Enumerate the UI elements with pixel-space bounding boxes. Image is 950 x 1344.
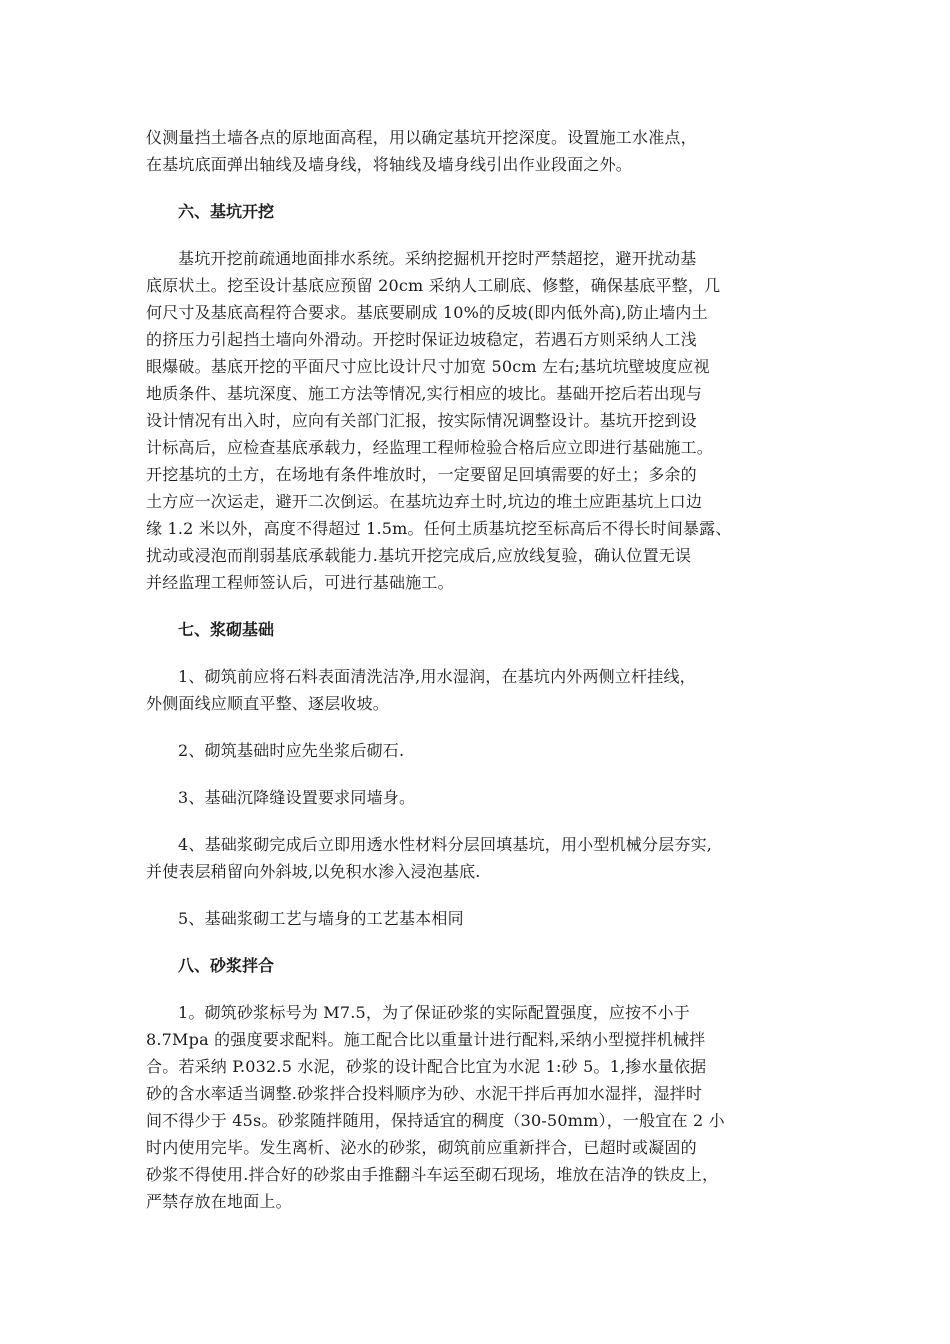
text-line: 间不得少于 45s。砂浆随拌随用，保持适宜的稠度（30-50mm），一般宜在 2 小 (146, 1111, 725, 1130)
section-7-item-5 (146, 905, 818, 932)
text-line: 5、基础浆砌工艺与墙身的工艺基本相同 (178, 909, 464, 928)
text-line: 1。砌筑砂浆标号为 M7.5，为了保证砂浆的实际配置强度，应按不小于 (178, 1003, 690, 1022)
text-line: 的挤压力引起挡土墙向外滑动。开挖时保证边坡稳定，若遇石方则采纳人工浅 (146, 330, 697, 349)
text-line: 砂的含水率适当调整.砂浆拌合投料顺序为砂、水泥干拌后再加水湿拌，湿拌时 (146, 1084, 703, 1103)
intro-paragraph (146, 124, 818, 178)
text-line: 严禁存放在地面上。 (146, 1192, 292, 1211)
text-line: 砂浆不得使用.拌合好的砂浆由手推翻斗车运至砌石现场，堆放在洁净的铁皮上， (146, 1165, 719, 1184)
text-line: 基坑开挖前疏通地面排水系统。采纳挖掘机开挖时严禁超挖，避开扰动基 (178, 249, 697, 268)
text-line: 底原状土。挖至设计基底应预留 20cm 采纳人工刷底、修整，确保基底平整，几 (146, 276, 721, 295)
text-line: 仪测量挡土墙各点的原地面高程，用以确定基坑开挖深度。设置施工水准点， (146, 128, 697, 147)
text-line: 8.7Mpa 的强度要求配料。施工配合比以重量计进行配料,采纳小型搅拌机械拌 (146, 1030, 706, 1049)
section-7-item-4 (146, 831, 818, 885)
text-line: 何尺寸及基底高程符合要求。基底要刷成 10%的反坡(即内低外高),防止墙内土 (146, 303, 708, 322)
text-line: 土方应一次运走，避开二次倒运。在基坑边弃土时,坑边的堆土应距基坑上口边 (146, 492, 703, 511)
text-line: 设计情况有出入时，应向有关部门汇报，按实际情况调整设计。基坑开挖到设 (146, 411, 697, 430)
section-6-paragraph (146, 245, 818, 596)
text-line: 缘 1.2 米以外，高度不得超过 1.5m。任何土质基坑挖至标高后不得长时间暴露、 (146, 519, 732, 538)
document-body (146, 124, 818, 1215)
text-line: 3、基础沉降缝设置要求同墙身。 (178, 788, 416, 807)
text-line: 1、砌筑前应将石料表面清洗洁净,用水湿润，在基坑内外两侧立杆挂线， (178, 667, 696, 686)
text-line: 开挖基坑的土方，在场地有条件堆放时，一定要留足回填需要的好土；多余的 (146, 465, 697, 484)
section-7-item-2 (146, 737, 818, 764)
section-8-paragraph (146, 999, 818, 1215)
section-7-item-3 (146, 784, 818, 811)
text-line: 扰动或浸泡而削弱基底承载能力.基坑开挖完成后,应放线复验，确认位置无误 (146, 546, 692, 565)
section-heading-7: 七、浆砌基础 (178, 620, 275, 639)
section-heading-6: 六、基坑开挖 (178, 202, 275, 221)
text-line: 4、基础浆砌完成后立即用透水性材料分层回填基坑，用小型机械分层夯实, (178, 835, 713, 854)
text-line: 并使表层稍留向外斜坡,以免积水渗入浸泡基底. (146, 862, 481, 881)
text-line: 2、砌筑基础时应先坐浆后砌石. (178, 741, 405, 760)
text-line: 外侧面线应顺直平整、逐层收坡。 (146, 694, 390, 713)
text-line: 眼爆破。基底开挖的平面尺寸应比设计尺寸加宽 50cm 左右;基坑坑壁坡度应视 (146, 357, 710, 376)
section-7-item-1 (146, 663, 818, 717)
text-line: 计标高后，应检查基底承载力，经监理工程师检验合格后应立即进行基础施工。 (146, 438, 714, 457)
text-line: 在基坑底面弹出轴线及墙身线，将轴线及墙身线引出作业段面之外。 (146, 155, 633, 174)
text-line: 地质条件、基坑深度、施工方法等情况,实行相应的坡比。基础开挖后若出现与 (146, 384, 703, 403)
text-line: 时内使用完毕。发生离析、泌水的砂浆，砌筑前应重新拌合，已超时或凝固的 (146, 1138, 697, 1157)
section-heading-8: 八、砂浆拌合 (178, 956, 275, 975)
text-line: 合。若采纳 P.032.5 水泥，砂浆的设计配合比宜为水泥 1:砂 5。1,掺水量依据 (146, 1057, 707, 1076)
text-line: 并经监理工程师签认后，可进行基础施工。 (146, 573, 454, 592)
